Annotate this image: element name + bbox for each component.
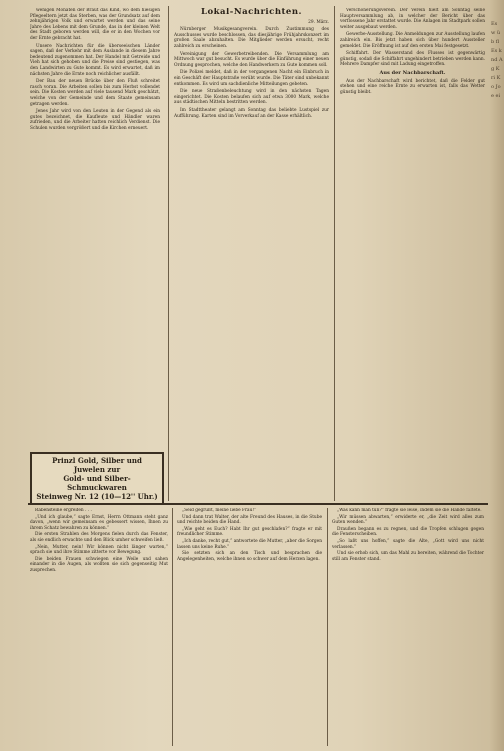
- subheading: Aus der Nachbarschaft.: [379, 69, 446, 76]
- col3-paragraph: Aus der Nachbarschaft wird berichtet, daß die Felder gut stehen und eine reiche Ernte zu erwarten ist, falls das Wetter günstig bleibt.: [340, 78, 485, 95]
- feuilleton-divider: [28, 503, 488, 505]
- col1-paragraph: Unsere Nachrichten für die überseeischen Länder sagen, daß der Verkehr mit dem Auslande in diesem Jahre bedeutend zugenommen hat. Der Handel mit Getreide und Vieh hat sich gehoben und die Preise sind gestiegen, was den Landwirten zu Gute kommt. Es wird erwartet, daß im nächsten Jahre die Ernte noch reichlicher ausfällt.: [30, 43, 160, 77]
- feuilleton-paragraph: „Wie geht es Euch? Habt Ihr gut geschlafen?“ fragte er mit freundlicher Stimme.: [177, 526, 322, 538]
- section-heading: Lokal-Nachrichten.: [201, 8, 302, 17]
- jeweler-advertisement: [30, 452, 164, 505]
- column-3: [340, 8, 485, 498]
- col2-paragraph: Vereinigung der Gewerbetreibenden. Die Versammlung am Mittwoch war gut besucht. Es wurde über die Einführung einer neuen Ordnung gesprochen, welche den Handwerkern zu Gute kommen soll.: [174, 51, 329, 68]
- feuilleton-paragraph: Sie setzten sich an den Tisch und besprachen die Angelegenheiten, welche ihnen so schwer auf dem Herzen lagen.: [177, 551, 322, 562]
- column-2: [174, 8, 329, 498]
- feuilleton-paragraph: „Und ich glaube,“ sagte Ernst, Herrn Ottmann steht ganz davon, „wenn wir gemeinsam es gebessert wissen, Ihnen zu ihrem Schatz bewahren zu können.“: [30, 514, 168, 531]
- feuilleton-paragraph: „Nein, Mutter, nein! Wir können nicht länger warten,“ sprach sie und ihre Stimme zitterte vor Bewegung.: [30, 544, 168, 556]
- feuilleton-paragraph: Rabensteine ergreifen . . .: [35, 508, 92, 513]
- column-1: [30, 8, 160, 448]
- col3-paragraph: Verschönerungsverein. Der Verein hielt am Sonntag seine Hauptversammlung ab, in welcher der Bericht über das verflossene Jahr erstattet wurde. Die Anlagen im Stadtpark sollen weiter ausgebaut werden.: [340, 8, 485, 30]
- col1-paragraph: Jenes Jahr wird von den Leuten in der Gegend als ein gutes bezeichnet, die Kaufleute und Händler waren zufrieden, und die Arbeiter hatten reichlich Verdienst. Die Schulen wurden vergrößert und die Kirchen erneuert.: [30, 109, 160, 131]
- col2-paragraph: Nürnberger Musikgesangverein. Durch Zustimmung des Ausschusses wurde beschlossen, das diesjährige Frühjahrskonzert im großen Saale abzuhalten. Die Mitglieder werden ersucht, recht zahlreich zu erscheinen.: [174, 27, 329, 49]
- column-divider: [172, 508, 173, 746]
- feuilleton-paragraph: „Wir müssen abwarten,“ erwiderte er, „die Zeit wird alles zum Guten wenden.“: [332, 514, 484, 526]
- feuilleton-paragraph: „Seid gegrüßt, meine liebe Frau!“: [182, 508, 257, 513]
- feuilleton-paragraph: Die ersten Strahlen des Morgens fielen durch das Fenster, als sie endlich erwachte und den Blick umher schweifen ließ.: [30, 532, 168, 543]
- col1-paragraph: wenigen Monaten der Braut das Kind, wo dem hiesigen Pflegeeltern jetzt das Sterben, was der Grundsatz auf dem zehnjährigen Volk und erwartet werden und das seine Jahre des Lebens mit dem Grunde, das in der kleinen Welt des Stadt geboren werden will, die er in den Wochen vor der Ernte gebracht hat.: [30, 8, 160, 41]
- ad-line: Steinweg Nr. 12 (10—12'' Uhr.): [36, 492, 158, 501]
- feuilleton-paragraph: Und sie erhob sich, um das Mahl zu bereiten, während die Tochter still am Fenster stand.: [332, 551, 484, 562]
- col2-paragraph: Die Polizei meldet, daß in der vergangenen Nacht ein Einbruch in ein Geschäft der Hauptstraße verübt wurde. Die Täter sind unbekannt entkommen. Es wird um sachdienliche Mitteilungen gebeten.: [174, 70, 329, 87]
- feuilleton-middle: [177, 508, 322, 746]
- ad-line: Prinzl Gold, Silber und Juwelen zur: [52, 456, 142, 474]
- feuilleton-paragraph: „Ich danke, recht gut,“ antwortete die Mutter, „aber die Sorgen lassen uns keine Ruhe.“: [177, 538, 322, 550]
- feuilleton-paragraph: „Was kann man tun?“ fragte sie leise, indem sie die Hände faltete.: [337, 508, 482, 513]
- column-divider: [327, 508, 328, 746]
- feuilleton-right: [332, 508, 484, 746]
- col3-paragraph: Schiffahrt. Der Wasserstand des Flusses ist gegenwärtig günstig, sodaß die Schiffahrt ungehindert betrieben werden kann. Mehrere Dampfer sind mit Ladung eingetroffen.: [340, 51, 485, 68]
- col2-paragraph: Die neue Straßenbeleuchtung wird in den nächsten Tagen eingerichtet. Die Kosten belaufen sich auf etwa 3000 Mark, welche aus städtischen Mitteln bestritten werden.: [174, 89, 329, 106]
- feuilleton-paragraph: Draußen begann es zu regnen, und die Tropfen schlugen gegen die Fensterscheiben.: [332, 526, 484, 538]
- col1-paragraph: Der Bau der neuen Brücke über den Fluß schreitet rasch voran. Die Arbeiten sollen bis zum Herbst vollendet sein. Die Kosten werden auf viele tausend Mark geschätzt, welche von der Gemeinde und dem Staate gemeinsam getragen werden.: [30, 79, 160, 107]
- ad-line: Gold- und Silber-Schmuckwaren: [63, 474, 131, 492]
- col3-paragraph: Gewerbe-Ausstellung. Die Anmeldungen zur Ausstellung laufen zahlreich ein. Bis jetzt haben sich über hundert Aussteller gemeldet. Die Eröffnung ist auf den ersten Mai festgesetzt.: [340, 32, 485, 49]
- column-divider: [168, 6, 169, 501]
- feuilleton-paragraph: Die beiden Frauen schwiegen eine Weile und sahen einander in die Augen, als wollten sie sich gegenseitig Mut zusprechen.: [30, 556, 168, 573]
- bleed-text: Es w üb fl Es k nd Ag K ri Ko Jo e ei: [491, 21, 503, 99]
- place-date: 29. März.: [308, 19, 329, 25]
- adjacent-page-edge: [490, 0, 504, 751]
- feuilleton-paragraph: „So laßt uns hoffen,“ sagte die Alte, „Gott wird uns nicht verlassen.“: [332, 538, 484, 550]
- col2-paragraph: Im Stadttheater gelangt am Sonntag das beliebte Lustspiel zur Aufführung. Karten sind im Vorverkauf an der Kasse erhältlich.: [174, 107, 329, 119]
- column-divider: [334, 6, 335, 501]
- feuilleton-paragraph: Und dann trat Walter, der alte Freund des Hauses, in die Stube und reichte beiden die Hand.: [177, 514, 322, 526]
- feuilleton-left: [30, 508, 168, 746]
